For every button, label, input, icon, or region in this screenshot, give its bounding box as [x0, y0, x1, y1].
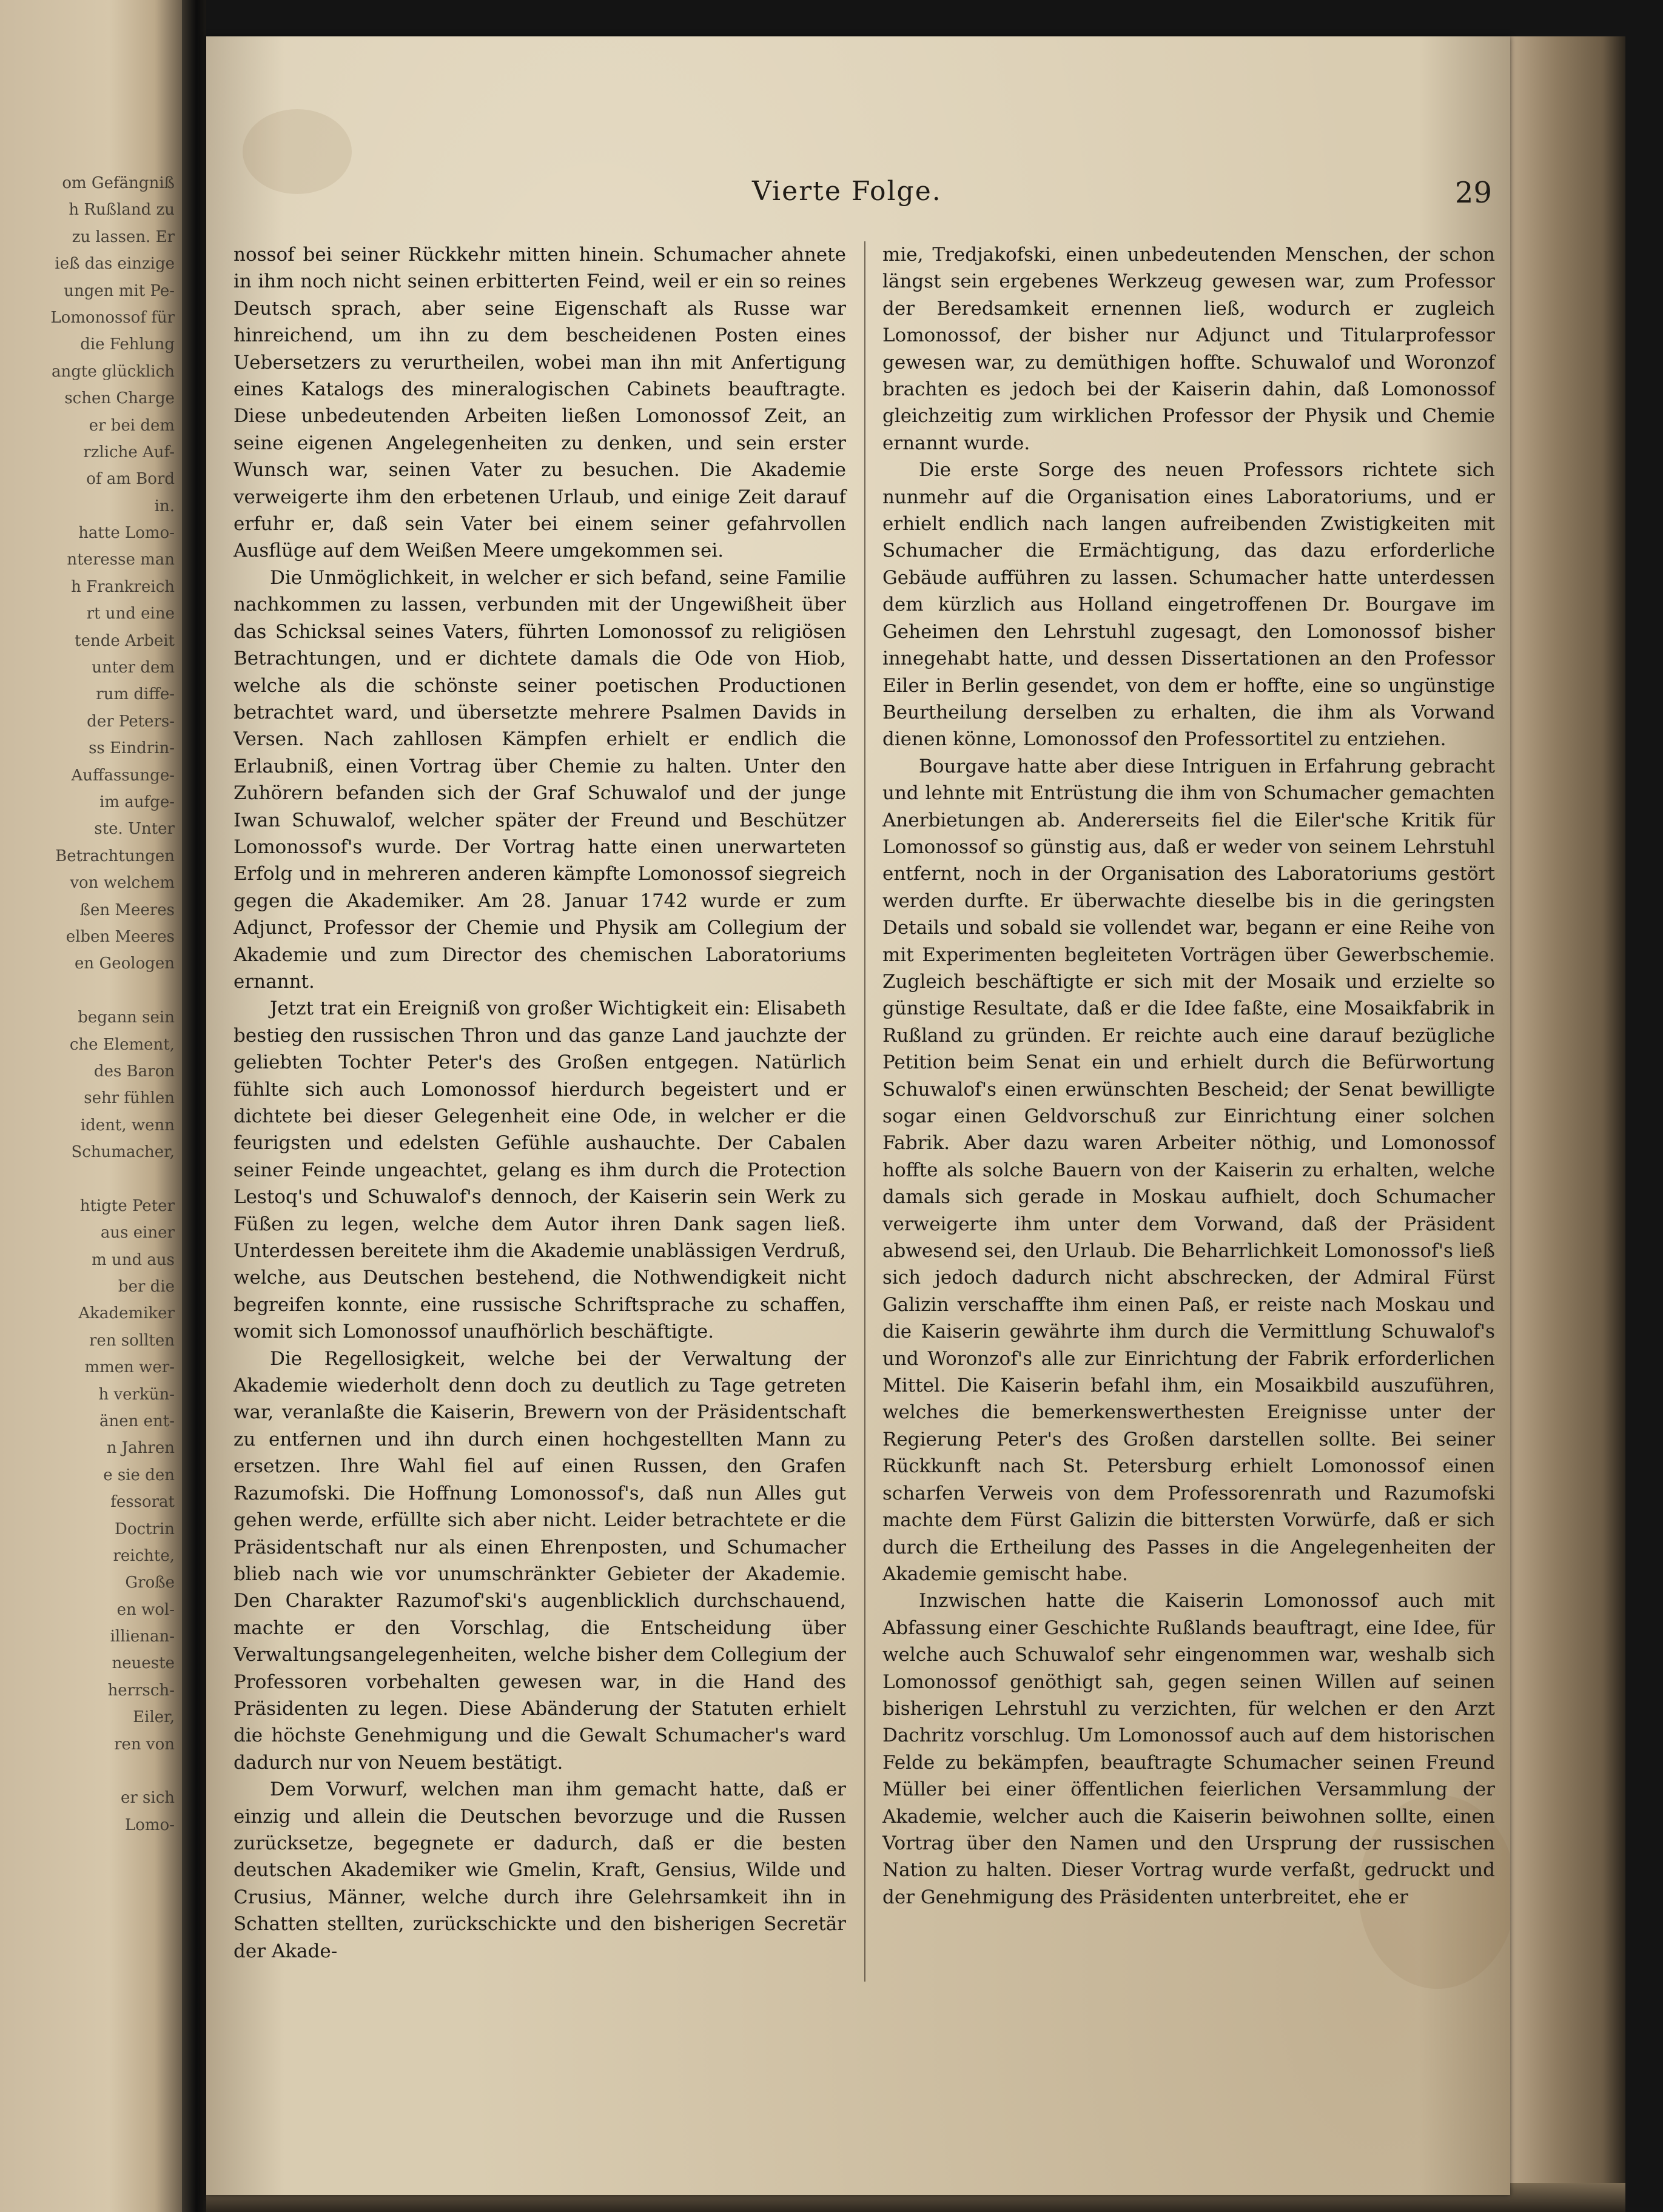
margin-fragment: im aufge- [99, 793, 175, 811]
margin-fragment: in. [154, 497, 175, 515]
paragraph: mie, Tredjakofski, einen unbedeutenden Menschen, der schon längst sein ergebenes Werkzeug gewesen war, zum Professor der Beredsamkeit ernennen ließ, wodurch er zugleich Lomonossof, der bisher nur Adjunct und Titularprofessor gewesen war, zu demüthigen hoffte. Schuwalof und Woronzof brachten es jedoch bei der Kaiserin dahin, daß Lomonossof gleichzeitig zum wirklichen Professor der Physik und Chemie ernannt wurde. [882, 244, 1495, 454]
book-gutter [182, 0, 206, 2212]
margin-fragment: aus einer [100, 1224, 175, 1242]
margin-fragment: hatte Lomo- [78, 524, 175, 543]
paragraph: Jetzt trat ein Ereigniß von großer Wichtigkeit ein: Elisabeth bestieg den russischen Thron und das ganze Land jauchzte der geliebten Tochter Peter's des Großen entgegen. Natürlich fühlte sich auch Lomonossof hierdurch begeistert und er dichtete bei dieser Gelegenheit eine Ode, in welcher er die feurigsten und edelsten Gefühle aushauchte. Der Cabalen seiner Feinde ungeachtet, gelang es ihm durch die Protection Lestoq's und Schuwalof's dennoch, der Kaiserin sein Werk zu Füßen zu legen, welche dem Autor ihren Dank sagen ließ. Unterdessen bereitete ihm die Akademie unablässigen Verdruß, welche, aus Deutschen bestehend, die Nothwendigkeit nicht begreifen konnte, eine russische Schriftsprache zu schaffen, womit sich Lomonossof unaufhörlich beschäftigte. [233, 997, 846, 1343]
margin-fragment: om Gefängniß [62, 174, 175, 192]
margin-fragment: von welchem [70, 874, 175, 893]
paragraph: Inzwischen hatte die Kaiserin Lomonossof auch mit Abfassung einer Geschichte Rußlands beauftragt, eine Idee, für welche auch Schuwalof sehr eingenommen war, weshalb sich Lomonossof genöthigt sah, gegen seinen Willen auf seinen bisherigen Lehrstuhl zu verzichten, für welchen er den Arzt Dachritz vorschlug. Um Lomonossof auch auf dem historischen Felde zu bekämpfen, beauftragte Schumacher seinen Freund Müller bei einer öffentlichen feierlichen Versammlung der Akademie, welcher auch die Kaiserin beiwohnen sollte, einen Vortrag über den Namen und den Ursprung der russischen Nation zu halten. Dieser Vortrag wurde verfaßt, gedruckt und der Genehmigung des Präsidenten unterbreitet, ehe er [882, 1590, 1495, 1908]
margin-fragment: rzliche Auf- [83, 443, 175, 461]
margin-fragment: tende Arbeit [75, 631, 175, 650]
margin-fragment: htigte Peter [79, 1196, 175, 1215]
margin-fragment [0, 977, 182, 1004]
margin-fragment: änen ent- [99, 1412, 175, 1430]
paragraph: nossof bei seiner Rückkehr mitten hinein. Schumacher ahnete in ihm noch nicht seinen erbitterten Feind, weil er ein so reines Deutsch sprach, aber seine Eigenschaft als Russe war hinreichend, um ihn zu dem bescheidenen Posten eines Uebersetzers zu verurtheilen, wobei man ihn mit Anfertigung eines Katalogs des mineralogischen Cabinets beauftragte. Diese unbedeutenden Arbeiten ließen Lomonossof Zeit, an seine eigenen Angelegenheiten zu denken, und sein erster Wunsch war, seinen Vater zu besuchen. Die Akademie verweigerte ihm den erbetenen Urlaub, und einige Zeit darauf erfuhr er, daß sein Vater bei einem seiner gefahrvollen Ausflüge auf dem Weißen Meere umgekommen sei. [233, 244, 846, 562]
paragraph: Die erste Sorge des neuen Professors richtete sich nunmehr auf die Organisation eines Laboratoriums, und er erhielt endlich nach langen aufreibenden Zwistigkeiten mit Schumacher die Ermächtigung, das dazu erforderliche Gebäude aufführen zu lassen. Schumacher hatte unterdessen dem kürzlich aus Holland eingetroffenen Dr. Bourgave im Geheimen den Lehrstuhl zugesagt, den Lomonossof bisher innegehabt hatte, und dessen Dissertationen an den Professor Eiler in Berlin gesendet, von dem er hoffte, eine so ungünstige Beurtheilung derselben zu erhalten, die ihm als Vorwand dienen könne, Lomonossof den Professortitel zu entziehen. [882, 459, 1495, 751]
running-title: Vierte Folge. [752, 176, 942, 207]
paragraph: Dem Vorwurf, welchen man ihm gemacht hatte, daß er einzig und allein die Deutschen bevorzuge und die Russen zurücksetze, begegnete er dadurch, daß er die besten deutschen Akademiker wie Gmelin, Kraft, Gensius, Wilde und Crusius, Männer, welche durch ihre Gelehrsamkeit ihn in Schatten stellten, zurückschickte und den bisherigen Secretär der Akade- [233, 1778, 846, 1962]
margin-fragment: die Fehlung [80, 335, 175, 354]
page-block-edge [1510, 36, 1625, 2195]
margin-fragment: Lomonossof für [50, 308, 175, 327]
margin-fragment: rt und eine [86, 605, 175, 623]
margin-fragment: Akademiker [78, 1304, 175, 1323]
margin-fragment: Auffassunge- [71, 766, 175, 785]
margin-fragment: reichte, [113, 1546, 175, 1565]
margin-fragment: ident, wenn [80, 1116, 175, 1134]
margin-fragment: ieß das einzige [55, 255, 175, 273]
margin-fragment: illienan- [110, 1627, 175, 1646]
page-number: 29 [1454, 176, 1492, 210]
margin-fragment: des Baron [93, 1062, 175, 1081]
paragraph: Die Unmöglichkeit, in welcher er sich befand, seine Familie nachkommen zu lassen, verbunden mit der Ungewißheit über das Schicksal seines Vaters, führten Lomonossof zu religiösen Betrachtungen, und er dichtete damals die Ode von Hiob, welche als die schönste seiner poetischen Productionen betrachtet ward, und übersetzte mehrere Psalmen Davids in Versen. Nach zahllosen Kämpfen erhielt er endlich die Erlaubniß, einen Vortrag über Chemie zu halten. Unter den Zuhörern befanden sich der Graf Schuwalof und der junge Iwan Schuwalof, welcher später der Freund und Beschützer Lomonossof's wurde. Der Vortrag hatte einen unerwarteten Erfolg und in mehreren anderen kämpfte Lomonossof siegreich gegen die Akademiker. Am 28. Januar 1742 wurde er zum Adjunct, Professor der Chemie und Physik am Collegium der Akademie und zum Director des chemischen Laboratoriums ernannt. [233, 566, 846, 993]
margin-fragment: h Frankreich [71, 577, 175, 596]
margin-fragment: m und aus [92, 1250, 175, 1269]
margin-fragment: h Rußland zu [69, 201, 175, 220]
margin-fragment: ungen mit Pe- [64, 281, 175, 300]
margin-fragment: ber die [118, 1278, 175, 1296]
paper-stain [243, 109, 352, 194]
margin-fragment: unter dem [92, 659, 175, 677]
margin-fragment: neueste [112, 1654, 175, 1673]
margin-fragment: n Jahren [106, 1439, 175, 1458]
margin-fragment: en wol- [116, 1600, 175, 1619]
margin-fragment: angte glücklich [52, 362, 175, 381]
paragraph: Die Regellosigkeit, welche bei der Verwaltung der Akademie wiederholt denn doch zu deutlich zu Tage getreten war, veranlaßte die Kaiserin, Brewern von der Präsidentschaft zu entfernen und ihn durch einen hochgestellten Mann zu ersetzen. Ihre Wahl fiel auf einen Russen, den Grafen Razumofski. Die Hoffnung Lomonossof's, daß nun Alles gut gehen werde, erfüllte sich aber nicht. Leider betrachtete er die Präsidentschaft nur als einen Ehrenposten, und Schumacher blieb nach wie vor unumschränkter Gebieter der Akademie. Den Charakter Razumof'ski's augenblicklich durchschauend, machte er den Vorschlag, die Entscheidung über Verwaltungsangelegenheiten, welche bisher dem Collegium der Professoren vorbehalten gewesen war, in die Hand des Präsidenten zu legen. Diese Abänderung der Statuten erhielt die höchste Genehmigung und die Gewalt Schumacher's ward dadurch nur von Neuem bestätigt. [233, 1347, 846, 1774]
margin-fragment: Betrachtungen [55, 846, 175, 865]
running-head [752, 176, 1492, 218]
margin-fragment [0, 1165, 182, 1192]
margin-fragment: fessorat [110, 1493, 175, 1512]
margin-fragment: sehr fühlen [84, 1089, 175, 1108]
previous-page-text-fragments [0, 170, 182, 1838]
margin-fragment: h verkün- [98, 1385, 175, 1404]
margin-fragment: Eiler, [133, 1708, 175, 1727]
margin-fragment: Doctrin [115, 1520, 175, 1538]
margin-fragment: Lomo- [124, 1815, 175, 1834]
margin-fragment: Schumacher, [71, 1143, 175, 1162]
margin-fragment: ren sollten [89, 1331, 175, 1350]
margin-fragment: e sie den [103, 1466, 175, 1484]
margin-fragment: of am Bord [86, 470, 175, 489]
margin-fragment: nteresse man [67, 551, 175, 569]
margin-fragment: ren von [114, 1735, 175, 1754]
margin-fragment: er sich [120, 1789, 175, 1808]
margin-fragment: ste. Unter [94, 820, 175, 839]
text-column-left [233, 241, 846, 1965]
margin-fragment: er bei dem [89, 416, 175, 435]
margin-fragment: Große [125, 1574, 175, 1592]
margin-fragment: ss Eindrin- [89, 739, 175, 758]
paragraph: Bourgave hatte aber diese Intriguen in Erfahrung gebracht und lehnte mit Entrüstung die ihm von Schumacher gemachten Anerbietungen ab. Andererseits fiel die Eiler'sche Kritik für Lomonossof so günstig aus, daß er weder von seinem Lehrstuhl entfernt, noch in der Organisation des Laboratoriums gestört werden durfte. Er überwachte dieselbe bis in die geringsten Details und sobald sie vollendet war, begann er eine Reihe von mit Experimenten begleiteten Vorträgen über Gewerbschemie. Zugleich beschäftigte er sich mit der Mosaik und erzielte so günstige Resultate, daß er die Idee faßte, eine Mosaikfabrik in Rußland zu gründen. Er reichte auch eine darauf bezügliche Petition beim Senat ein und erhielt durch die Befürwortung Schuwalof's einen erwünschten Bescheid; der Senat bewilligte sogar einen Geldvorschuß zur Einrichtung einer solchen Fabrik. Aber dazu waren Arbeiter nöthig, und Lomonossof hoffte als solche Bauern von der Kaiserin zu erhalten, welche damals sich gerade in Moskau aufhielt, doch Schumacher verweigerte ihm unter dem Vorwand, daß der Präsident abwesend sei, den Urlaub. Die Beharrlichkeit Lomonossof's ließ sich jedoch dadurch nicht abschrecken, der Admiral Fürst Galizin verschaffte ihm einen Paß, er reiste nach Moskau und die Kaiserin gewährte ihm durch die Vermittlung Schuwalof's und Woronzof's alle zur Einrichtung der Fabrik erforderlichen Mittel. Die Kaiserin befahl ihm, ein Mosaikbild auszuführen, welches die bemerkenswerthesten Ereignisse unter der Regierung Peter's des Großen darstellen sollte. Bei seiner Rückkunft nach St. Petersburg erhielt Lomonossof einen scharfen Verweis von dem Professorenrath und Razumofski machte dem Fürst Galizin die bittersten Vorwürfe, daß er sich durch die Ertheilung des Passes in die Angelegenheiten der Akademie gemischt habe. [882, 755, 1495, 1585]
margin-fragment: rum diffe- [96, 685, 175, 704]
margin-fragment [0, 1758, 182, 1785]
text-column-right [882, 241, 1495, 1911]
margin-fragment: der Peters- [87, 712, 175, 731]
column-divider [864, 241, 865, 1982]
margin-fragment: schen Charge [64, 389, 175, 408]
margin-fragment: elben Meeres [66, 927, 175, 946]
margin-fragment: herrsch- [107, 1681, 175, 1700]
margin-fragment: en Geologen [75, 954, 175, 973]
book-page [206, 36, 1510, 2195]
margin-fragment: che Element, [69, 1035, 175, 1054]
margin-fragment: zu lassen. Er [72, 227, 175, 246]
margin-fragment: begann sein [78, 1008, 175, 1027]
margin-fragment: ßen Meeres [79, 900, 175, 919]
previous-page-edge [0, 0, 182, 2212]
margin-fragment: mmen wer- [84, 1358, 175, 1377]
